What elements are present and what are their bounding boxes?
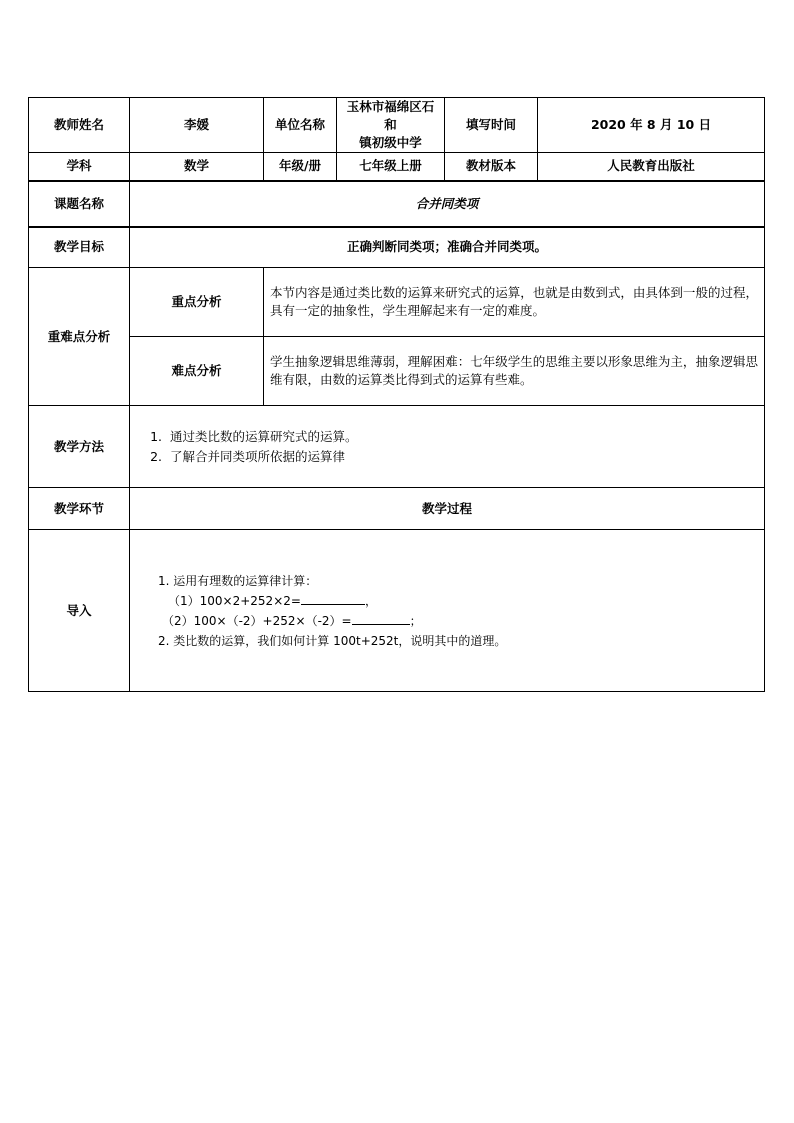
intro-line-2 [150, 591, 758, 611]
intro-content [130, 530, 765, 692]
key-point-label: 重点分析 [130, 268, 264, 337]
intro-q1-suffix: ， [364, 593, 377, 608]
edition-value: 人民教育出版社 [538, 153, 765, 181]
intro-q2-text: （2）100×（-2）+252×（-2）= [162, 613, 352, 628]
method-label: 教学方法 [29, 406, 130, 488]
intro-row [29, 530, 765, 692]
method-list [136, 427, 758, 467]
intro-line-3 [150, 611, 758, 631]
grade-label: 年级/册 [264, 153, 337, 181]
goal-label: 教学目标 [29, 227, 130, 268]
intro-line-1: 1. 运用有理数的运算律计算： [158, 573, 318, 588]
answer-blank-1 [301, 592, 365, 605]
grade-value: 七年级上册 [337, 153, 445, 181]
answer-blank-2 [352, 612, 410, 625]
lesson-plan-table [28, 97, 765, 692]
fill-date-value: 2020 年 8 月 10 日 [538, 98, 765, 153]
stage-row [29, 488, 765, 530]
unit-name-label: 单位名称 [264, 98, 337, 153]
method-row [29, 406, 765, 488]
header-row-1 [29, 98, 765, 153]
hard-point-text: 学生抽象逻辑思维薄弱，理解困难：七年级学生的思维主要以形象思维为主，抽象逻辑思维有限，由数的运算类比得到式的运算有些难。 [264, 337, 765, 406]
subject-value: 数学 [130, 153, 264, 181]
intro-q1-text: （1）100×2+252×2= [168, 593, 301, 608]
intro-line-4: 2. 类比数的运算，我们如何计算 100t+252t，说明其中的道理。 [158, 633, 507, 648]
unit-name-line1: 玉林市福绵区石和 [346, 99, 435, 132]
method-cell [130, 406, 765, 488]
key-point-row [29, 268, 765, 337]
unit-name-line2: 镇初级中学 [359, 135, 422, 150]
intro-q2-suffix: ； [409, 613, 422, 628]
process-label: 教学过程 [130, 488, 765, 530]
subject-label: 学科 [29, 153, 130, 181]
teacher-name-label: 教师姓名 [29, 98, 130, 153]
goal-value: 正确判断同类项；准确合并同类项。 [130, 227, 765, 268]
method-item-2: 2. 了解合并同类项所依据的运算律 [166, 447, 758, 467]
hard-point-row [29, 337, 765, 406]
intro-label: 导入 [29, 530, 130, 692]
difficulty-label: 重难点分析 [29, 268, 130, 406]
edition-label: 教材版本 [445, 153, 538, 181]
topic-label: 课题名称 [29, 181, 130, 227]
topic-row [29, 181, 765, 227]
teacher-name-value: 李媛 [130, 98, 264, 153]
unit-name-value [337, 98, 445, 153]
goal-row [29, 227, 765, 268]
stage-label: 教学环节 [29, 488, 130, 530]
hard-point-label: 难点分析 [130, 337, 264, 406]
topic-value: 合并同类项 [130, 181, 765, 227]
method-item-1: 1. 通过类比数的运算研究式的运算。 [166, 427, 758, 447]
header-row-2 [29, 153, 765, 181]
key-point-text: 本节内容是通过类比数的运算来研究式的运算，也就是由数到式，由具体到一般的过程，具有一定的抽象性，学生理解起来有一定的难度。 [264, 268, 765, 337]
fill-date-label: 填写时间 [445, 98, 538, 153]
